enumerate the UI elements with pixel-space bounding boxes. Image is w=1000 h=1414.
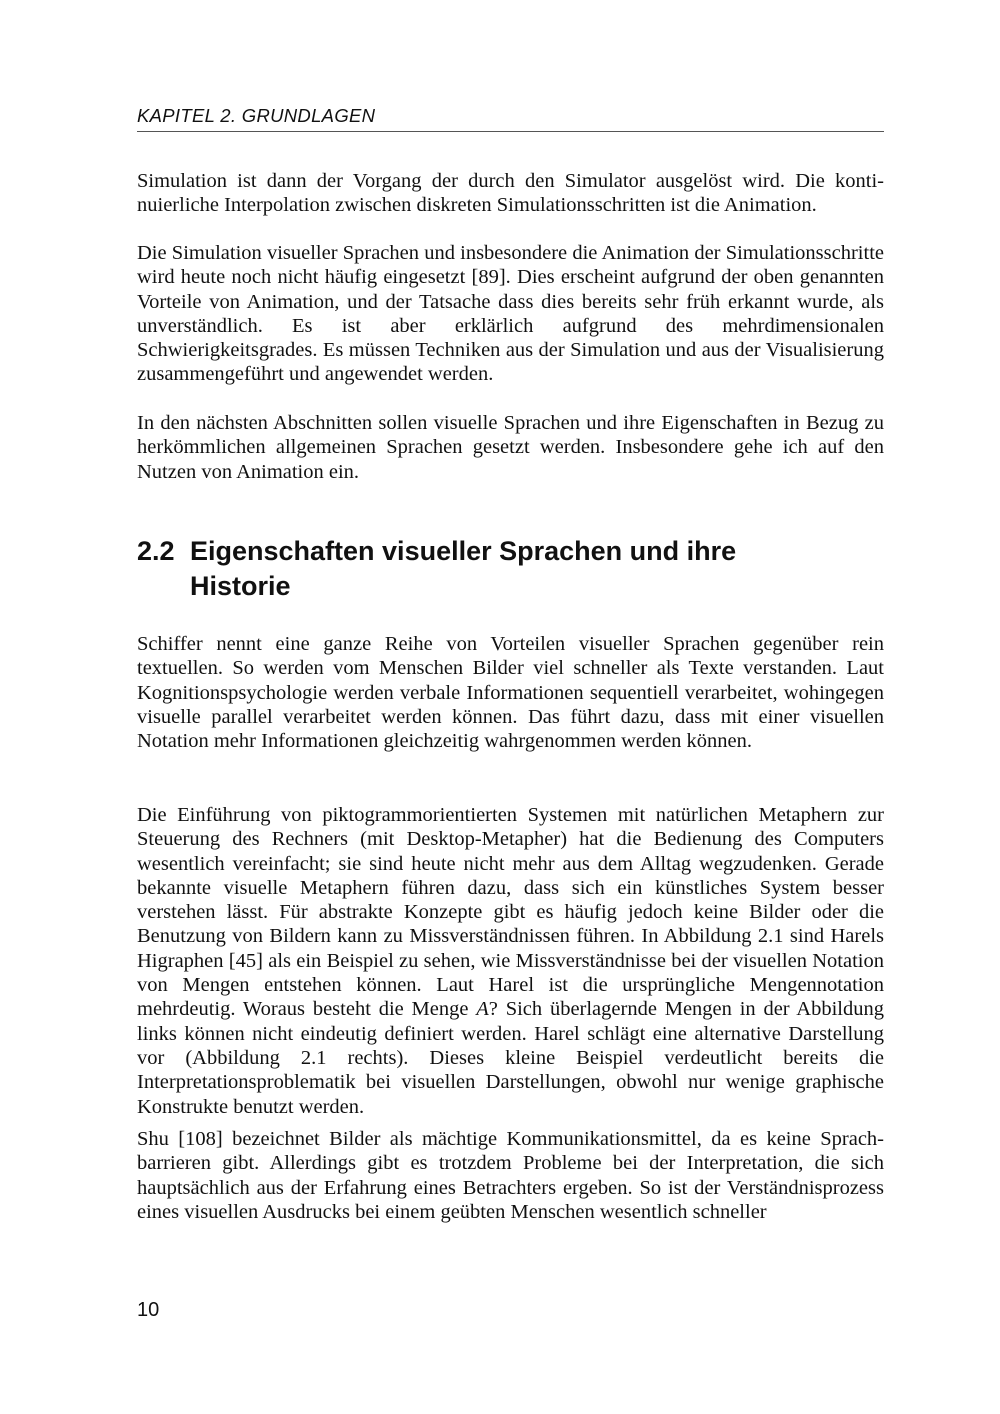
paragraph-simulation: Simulation ist dann der Vorgang der durch den Simulator ausgelöst wird. Die kontinuierliche Interpolation zwischen diskreten Simulationsschritten ist die Animation. (137, 170, 884, 217)
paragraph-simulation-visual-languages: Die Simulation visueller Sprachen und insbesondere die Animation der Simulationsschritte wird heute noch nicht häufig eingesetzt [89]. Dies erscheint aufgrund der oben genannten Vorteile von Animation, und der Tatsache dass dies bereits sehr früh erkannt wurde, als unverständlich. Es ist aber erklärlich aufgrund des mehrdimensionalen Schwierigkeitsgrades. Es müssen Techniken aus der Simulation und aus der Visualisierung zusammengeführt und angewendet werden. (137, 242, 884, 386)
paragraph-pictogram-systems (137, 803, 884, 1119)
paragraph-next-sections: In den nächsten Abschnitten sollen visuelle Sprachen und ihre Eigenschaften in Bezug zu herkömmlichen allgemeinen Sprachen gesetzt werden. Insbesondere gehe ich auf den Nutzen von Animation ein. (137, 412, 884, 483)
paragraph-shu-images: Shu [108] bezeichnet Bilder als mächtige Kommunikationsmittel, da es keine Sprachbarrieren gibt. Allerdings gibt es trotzdem Probleme bei der Interpretation, die sich hauptsächlich aus der Erfahrung eines Betrachters ergeben. So ist der Verständnisprozess eines visuellen Ausdrucks bei einem geübten Menschen wesentlich schneller (137, 1128, 884, 1223)
section-title-line-2: Historie (190, 571, 291, 601)
set-variable-a: A (476, 998, 489, 1021)
paragraph-pictogram-text-part-2: ? Sich überlagernde Mengen in der Abbildung links können nicht eindeutig definiert werden. Harel schlägt eine alternative Darstellung vor (Abbildung 2.1 rechts). Dieses kleine Beispiel verdeutlicht bereits die Interpretationsproblematik bei visuellen Darstellungen, obwohl nur wenige graphische Konstrukte benutzt werden. (137, 998, 884, 1118)
page-number: 10 (137, 1299, 160, 1321)
section-number: 2.2 (137, 536, 175, 566)
section-title-line-1: Eigenschaften visueller Sprachen und ihre (190, 536, 737, 566)
running-head: KAPITEL 2. GRUNDLAGEN (137, 104, 884, 132)
paragraph-schiffer-advantages: Schiffer nennt eine ganze Reihe von Vorteilen visueller Sprachen gegenüber rein textuellen. So werden vom Menschen Bilder viel schneller als Texte verstanden. Laut Kognitionspsychologie werden verbale Informationen sequentiell verarbeitet, wohingegen visuelle parallel verarbeitet werden können. Das führt dazu, dass mit einer visuellen Notation mehr Informationen gleichzeitig wahrgenommen werden können. (137, 633, 884, 753)
section-heading (137, 534, 884, 604)
paragraph-pictogram-text-part-1: Die Einführung von piktogrammorientierten Systemen mit natürlichen Metaphern zur Steuerung des Rechners (mit Desktop-Metapher) hat die Bedienung des Computers wesentlich vereinfacht; sie sind heute nicht mehr aus dem Alltag wegzudenken. Gerade bekannte visuelle Metaphern führen dazu, dass sich ein künstliches System besser verstehen lässt. Für abstrakte Konzepte gibt es häufig jedoch keine Bilder oder die Benutzung von Bildern kann zu Missverständnissen führen. In Abbildung 2.1 sind Harels Higraphen [45] als ein Beispiel zu sehen, wie Missverständnisse bei der visuellen Notation von Mengen entstehen können. Laut Harel ist die ursprüngliche Mengennotation mehrdeutig. Woraus besteht die Menge (137, 804, 884, 1021)
